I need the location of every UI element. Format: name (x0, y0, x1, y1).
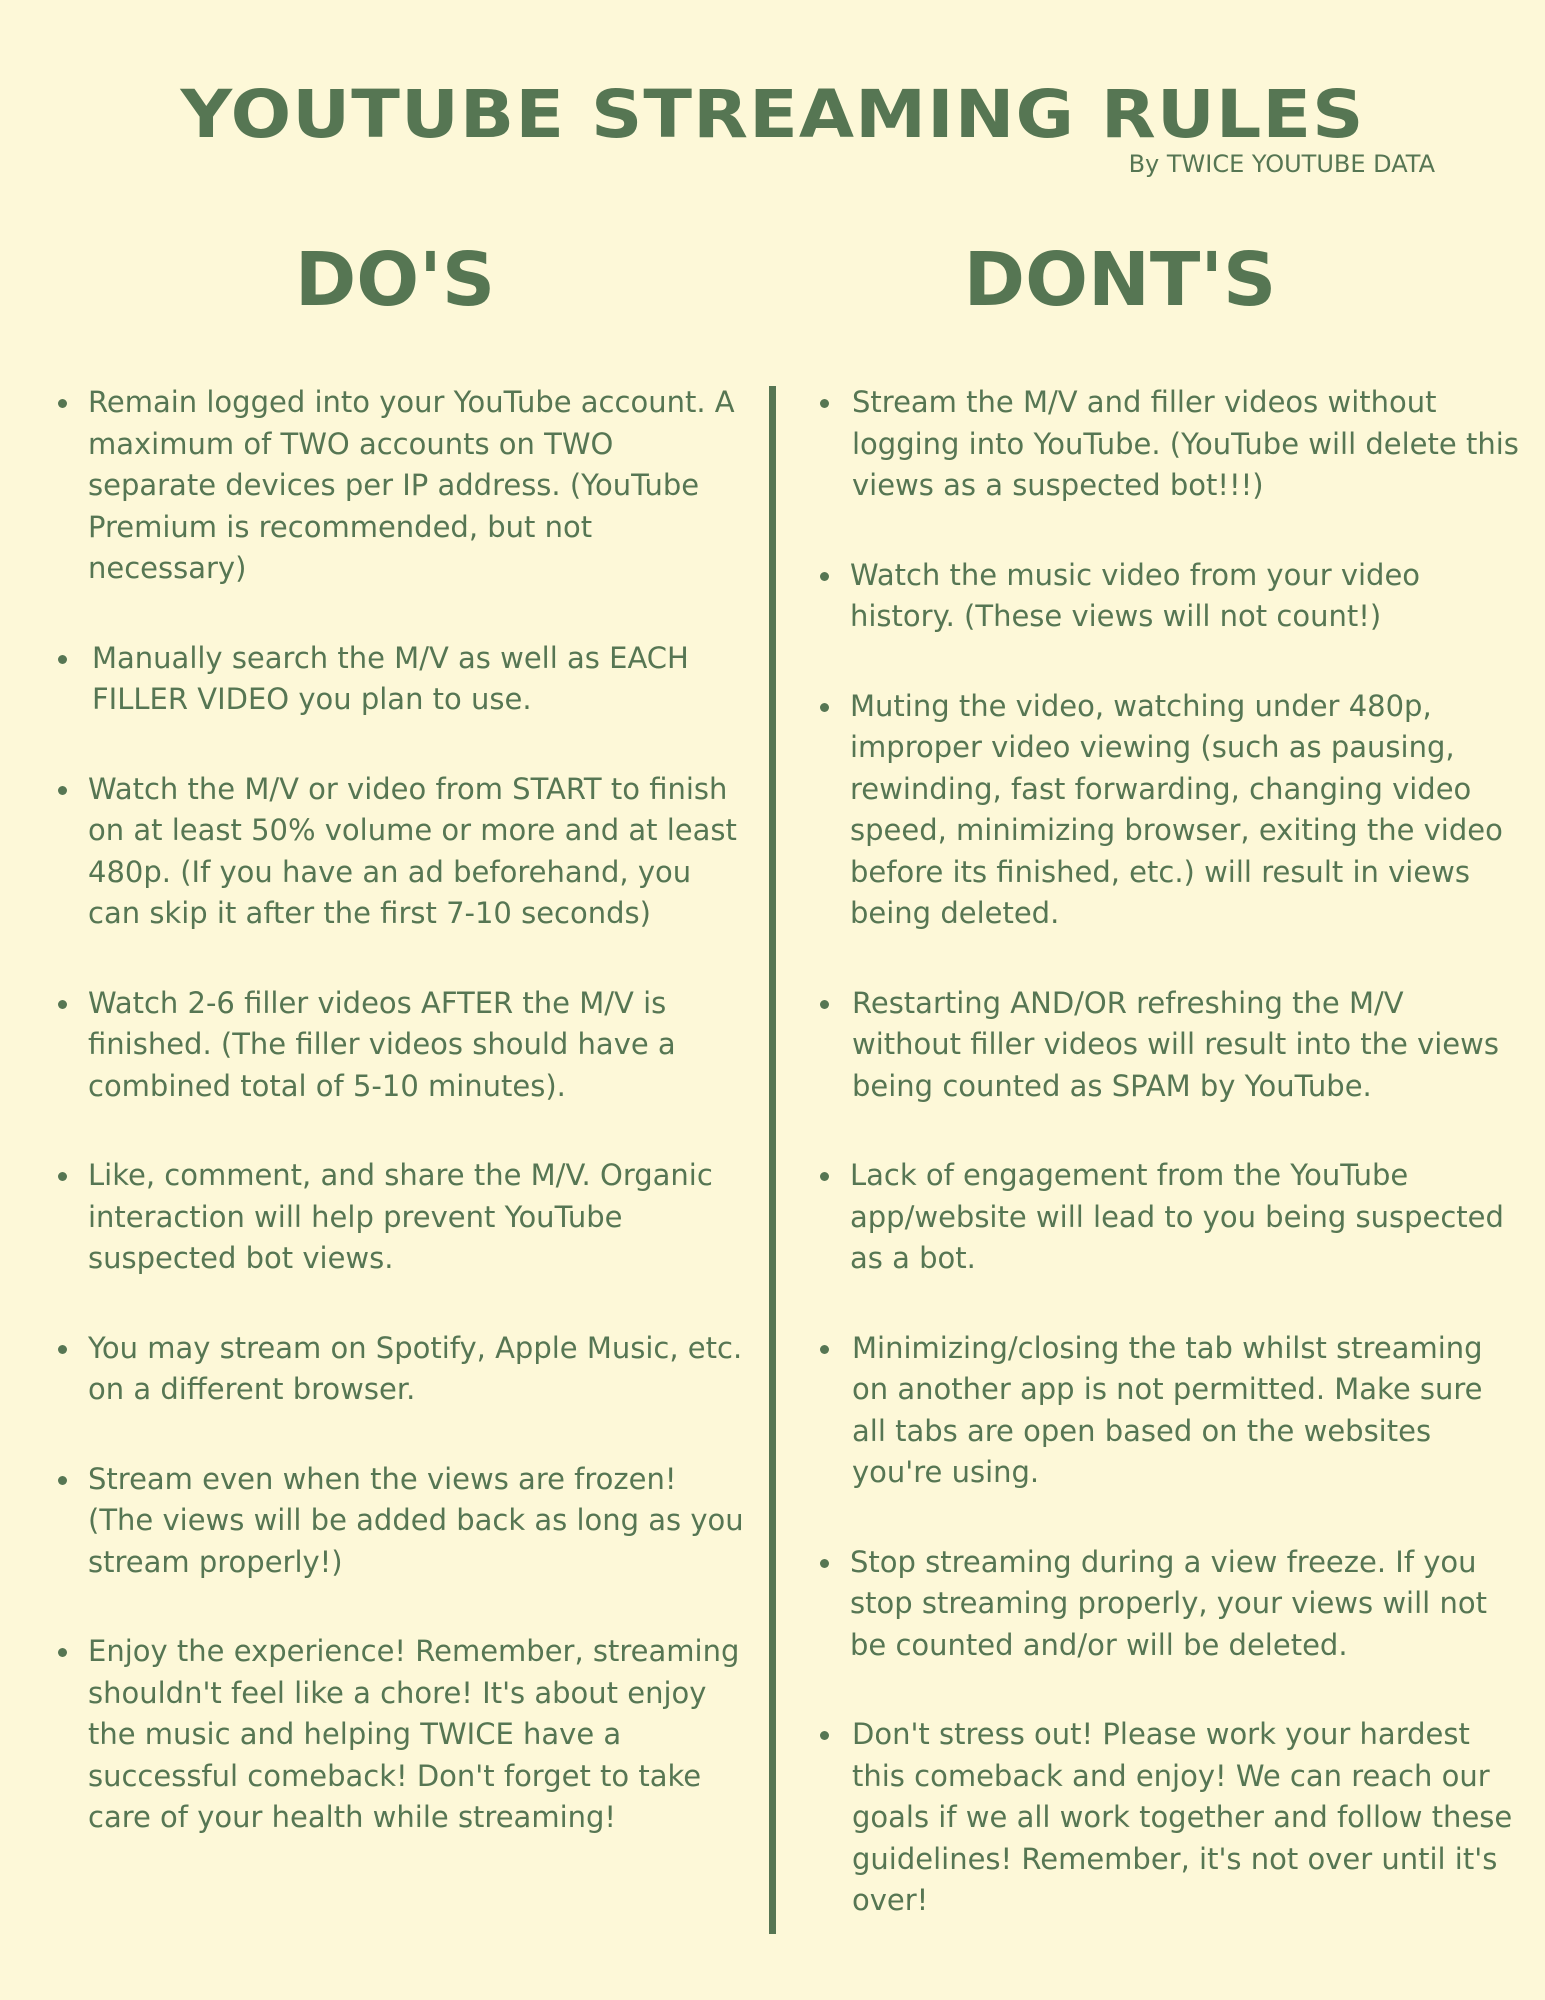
bullet-icon (58, 655, 67, 664)
bullet-icon (820, 1731, 829, 1740)
dos-item (58, 983, 748, 1108)
donts-item (820, 1542, 1520, 1667)
dos-item-text: Like, comment, and share the M/V. Organic interaction will help prevent YouTube suspected bot views. (88, 1158, 713, 1275)
bullet-icon (820, 1000, 829, 1009)
bullet-icon (820, 1172, 829, 1181)
donts-item-text: Muting the video, watching under 480p, improper video viewing (such as pausing, rewinding, fast forwarding, changing video speed, minimizing browser, exiting the video before its finished, etc.) will result in views being deleted. (850, 688, 1503, 930)
donts-item (820, 1328, 1520, 1494)
dos-item-text: Stream even when the views are frozen! (The views will be added back as long as you stream properly!) (88, 1461, 744, 1579)
donts-item-text: Stream the M/V and filler videos without logging into YouTube. (YouTube will delete this views as a suspected bot!!!) (852, 385, 1519, 502)
dos-item-text: Manually search the M/V as well as EACH FILLER VIDEO you plan to use. (92, 640, 689, 716)
donts-heading: DONT'S (963, 237, 1277, 323)
dos-list (58, 382, 748, 1839)
donts-item (820, 1714, 1520, 1922)
bullet-icon (58, 1476, 67, 1485)
page-title: YOUTUBE STREAMING RULES (180, 76, 1365, 153)
dos-item-text: Enjoy the experience! Remember, streaming shouldn't feel like a chore! It's about enjoy the music and helping TWICE have a successful comeback! Don't forget to take care of your health while streaming! (88, 1634, 740, 1834)
bullet-icon (820, 1559, 829, 1568)
bullet-icon (58, 786, 67, 795)
column-divider (769, 386, 776, 1934)
donts-item (820, 686, 1520, 935)
bullet-icon (820, 399, 829, 408)
donts-item (820, 1155, 1520, 1280)
dos-item (58, 1459, 748, 1584)
bullet-icon (58, 1345, 67, 1354)
dos-item-text: You may stream on Spotify, Apple Music, etc. on a different browser. (88, 1330, 743, 1406)
dos-item (58, 769, 748, 935)
byline: By TWICE YOUTUBE DATA (1128, 150, 1435, 178)
dos-item-text: Remain logged into your YouTube account. A maximum of TWO accounts on TWO separate devices per IP address. (YouTube Premium is recommended, but not necessary) (88, 385, 735, 585)
bullet-icon (820, 703, 829, 712)
dos-item-text: Watch the M/V or video from START to finish on at least 50% volume or more and at least 480p. (If you have an ad beforehand, you can skip it after the first 7-10 seconds) (88, 771, 737, 930)
donts-item-text: Stop streaming during a view freeze. If you stop streaming properly, your views will not be counted and/or will be deleted. (850, 1544, 1487, 1662)
dos-item (58, 1328, 748, 1411)
donts-list (820, 382, 1520, 1922)
dos-item (58, 382, 748, 590)
dos-item-text: Watch 2-6 filler videos AFTER the M/V is finished. (The filler videos should have a combined total of 5-10 minutes). (88, 985, 676, 1103)
donts-item-text: Watch the music video from your video history. (These views will not count!) (850, 557, 1421, 633)
donts-item-text: Restarting AND/OR refreshing the M/V without filler videos will result into the views being counted as SPAM by YouTube. (852, 985, 1499, 1103)
bullet-icon (58, 399, 67, 408)
donts-item-text: Minimizing/closing the tab whilst streaming on another app is not permitted. Make sure all tabs are open based on the websites you're using. (852, 1330, 1483, 1489)
donts-item-text: Don't stress out! Please work your hardest this comeback and enjoy! We can reach our goals if we all work together and follow these guidelines! Remember, it's not over until it's over! (852, 1717, 1513, 1917)
donts-item-text: Lack of engagement from the YouTube app/website will lead to you being suspected as a bot. (850, 1158, 1504, 1275)
donts-item (820, 983, 1520, 1108)
dos-item (58, 1155, 748, 1280)
bullet-icon (820, 572, 829, 581)
bullet-icon (58, 1648, 67, 1657)
dos-item (58, 1631, 748, 1839)
dos-item (58, 638, 748, 721)
bullet-icon (58, 1000, 67, 1009)
dos-heading: DO'S (294, 237, 496, 323)
donts-item (820, 555, 1520, 638)
bullet-icon (820, 1345, 829, 1354)
donts-item (820, 382, 1520, 507)
bullet-icon (58, 1172, 67, 1181)
